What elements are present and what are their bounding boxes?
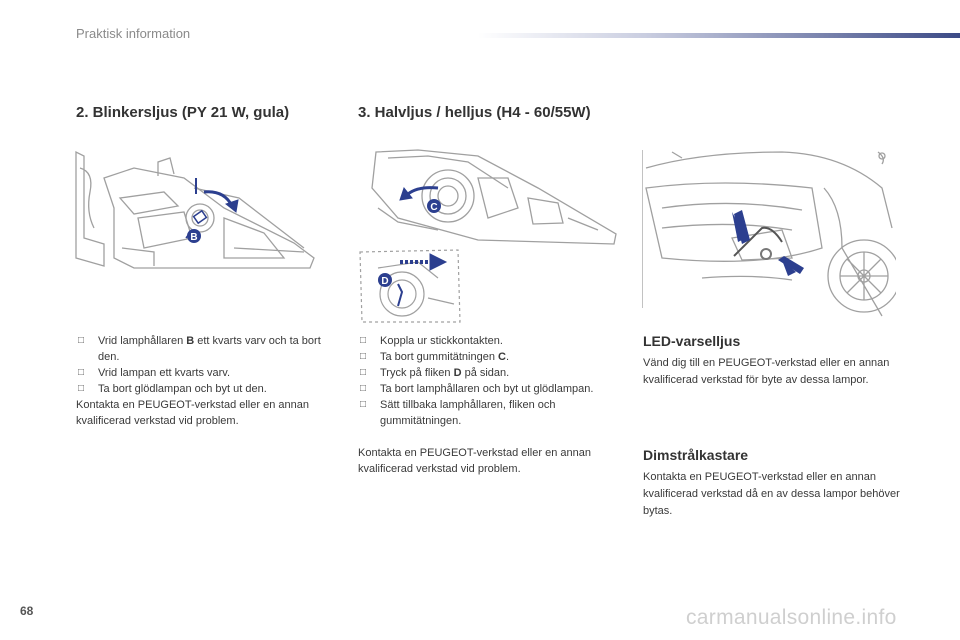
section3-title: 3. Halvljus / helljus (H4 - 60/55W) (358, 104, 591, 121)
checkbox-bullet-icon: □ (360, 367, 367, 378)
list-item: □ Sätt tillbaka lamphållaren, fliken och gummitätningen. (360, 399, 556, 427)
watermark: carmanualsonline.info (686, 606, 897, 629)
figure-headlamp-top (358, 148, 620, 246)
page-header-text: Praktisk information (76, 26, 191, 41)
checkbox-bullet-icon: □ (78, 367, 85, 378)
list-item: □ Ta bort gummitätningen C. (360, 351, 510, 363)
checkbox-bullet-icon: □ (360, 351, 367, 362)
page-number: 68 (20, 604, 34, 618)
list-item: □ Vrid lampan ett kvarts varv. (78, 367, 231, 379)
label-b: B (190, 232, 198, 243)
section3-steps (358, 333, 620, 429)
led-title: LED-varselljus (643, 333, 741, 349)
checkbox-bullet-icon: □ (360, 399, 367, 410)
section2-note: Kontakta en PEUGEOT-verkstad eller en annan kvalificerad verkstad vid problem. (76, 399, 309, 427)
figure-headlamp-tab (358, 248, 462, 324)
list-item: □ Ta bort lamphållaren och byt ut glödlampan. (360, 383, 594, 395)
figure-turn-signal (74, 148, 320, 272)
label-d: D (381, 276, 389, 287)
figure-front-bumper (642, 148, 896, 318)
page-header-bar (478, 33, 960, 38)
label-c: C (430, 202, 438, 213)
list-item: □ Vrid lamphållaren B ett kvarts varv och ta bort den. (78, 335, 321, 363)
led-text: Vänd dig till en PEUGEOT-verkstad eller en annan kvalificerad verkstad för byte av dessa lampor. (643, 357, 890, 386)
checkbox-bullet-icon: □ (360, 335, 367, 346)
fog-text: Kontakta en PEUGEOT-verkstad eller en annan kvalificerad verkstad då en av dessa lampor behöver bytas. (643, 471, 900, 517)
section3-note: Kontakta en PEUGEOT-verkstad eller en annan kvalificerad verkstad vid problem. (358, 447, 591, 475)
list-item: □ Tryck på fliken D på sidan. (360, 367, 510, 379)
checkbox-bullet-icon: □ (78, 335, 85, 346)
section2-title: 2. Blinkersljus (PY 21 W, gula) (76, 104, 290, 121)
fog-title: Dimstrålkastare (643, 447, 749, 463)
section2-steps (76, 333, 338, 397)
list-item: □ Koppla ur stickkontakten. (360, 335, 503, 347)
list-item: □ Ta bort glödlampan och byt ut den. (78, 383, 267, 395)
checkbox-bullet-icon: □ (78, 383, 85, 394)
checkbox-bullet-icon: □ (360, 383, 367, 394)
